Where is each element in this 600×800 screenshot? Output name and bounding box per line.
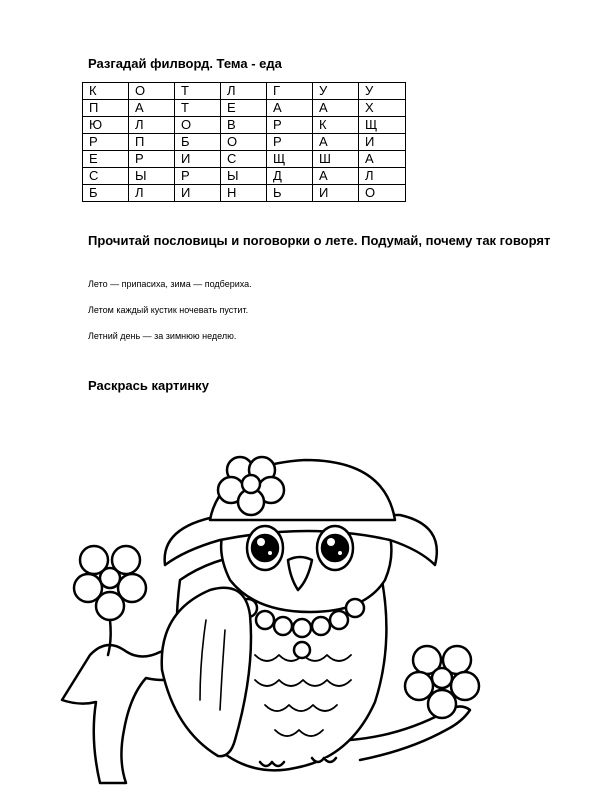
grid-row (83, 185, 406, 202)
flower-left-icon (74, 546, 146, 620)
grid-cell: У (359, 83, 406, 100)
grid-cell: Л (129, 117, 175, 134)
grid-cell: Щ (267, 151, 313, 168)
grid-cell: Д (267, 168, 313, 185)
grid-cell: Т (175, 83, 221, 100)
grid-cell: А (267, 100, 313, 117)
grid-row (83, 83, 406, 100)
grid-cell: Ю (83, 117, 129, 134)
grid-cell: Р (267, 134, 313, 151)
grid-cell: Ы (129, 168, 175, 185)
proverbs-title: Прочитай пословицы и поговорки о лете. Подумай, почему так говорят (88, 233, 551, 248)
grid-cell: О (129, 83, 175, 100)
wordsearch-grid (82, 82, 406, 202)
grid-cell: Т (175, 100, 221, 117)
grid-cell: Б (83, 185, 129, 202)
grid-cell: Л (129, 185, 175, 202)
grid-cell: О (175, 117, 221, 134)
grid-cell: Л (221, 83, 267, 100)
grid-cell: О (359, 185, 406, 202)
grid-row (83, 117, 406, 134)
grid-cell: А (313, 134, 359, 151)
flower-left-stem (108, 620, 111, 655)
grid-cell: Р (267, 117, 313, 134)
proverb-item: Лето — припасиха, зима — подбериха. (88, 279, 252, 289)
grid-cell: Р (129, 151, 175, 168)
grid-cell: У (313, 83, 359, 100)
wordsearch-title: Разгадай филворд. Тема - еда (88, 56, 282, 71)
coloring-title: Раскрась картинку (88, 378, 209, 393)
grid-cell: И (175, 185, 221, 202)
grid-row (83, 100, 406, 117)
proverb-item: Летний день — за зимнюю неделю. (88, 331, 237, 341)
grid-cell: Л (359, 168, 406, 185)
owl-coloring-picture (50, 440, 500, 785)
grid-cell: Е (83, 151, 129, 168)
grid-cell: Щ (359, 117, 406, 134)
grid-cell: А (129, 100, 175, 117)
grid-cell: Ь (267, 185, 313, 202)
grid-cell: Ш (313, 151, 359, 168)
grid-row (83, 151, 406, 168)
grid-cell: П (129, 134, 175, 151)
grid-cell: П (83, 100, 129, 117)
grid-cell: С (221, 151, 267, 168)
grid-cell: О (221, 134, 267, 151)
owl-wing (162, 588, 251, 756)
grid-row (83, 134, 406, 151)
grid-cell: С (83, 168, 129, 185)
grid-cell: Х (359, 100, 406, 117)
grid-cell: Р (175, 168, 221, 185)
proverb-item: Летом каждый кустик ночевать пустит. (88, 305, 249, 315)
grid-cell: В (221, 117, 267, 134)
grid-cell: Р (83, 134, 129, 151)
grid-cell: А (313, 100, 359, 117)
grid-cell: Ы (221, 168, 267, 185)
grid-cell: К (83, 83, 129, 100)
grid-row (83, 168, 406, 185)
grid-cell: Н (221, 185, 267, 202)
grid-cell: Г (267, 83, 313, 100)
grid-cell: И (175, 151, 221, 168)
grid-cell: А (313, 168, 359, 185)
grid-cell: И (313, 185, 359, 202)
grid-cell: Е (221, 100, 267, 117)
grid-cell: И (359, 134, 406, 151)
grid-cell: К (313, 117, 359, 134)
grid-cell: А (359, 151, 406, 168)
grid-cell: Б (175, 134, 221, 151)
